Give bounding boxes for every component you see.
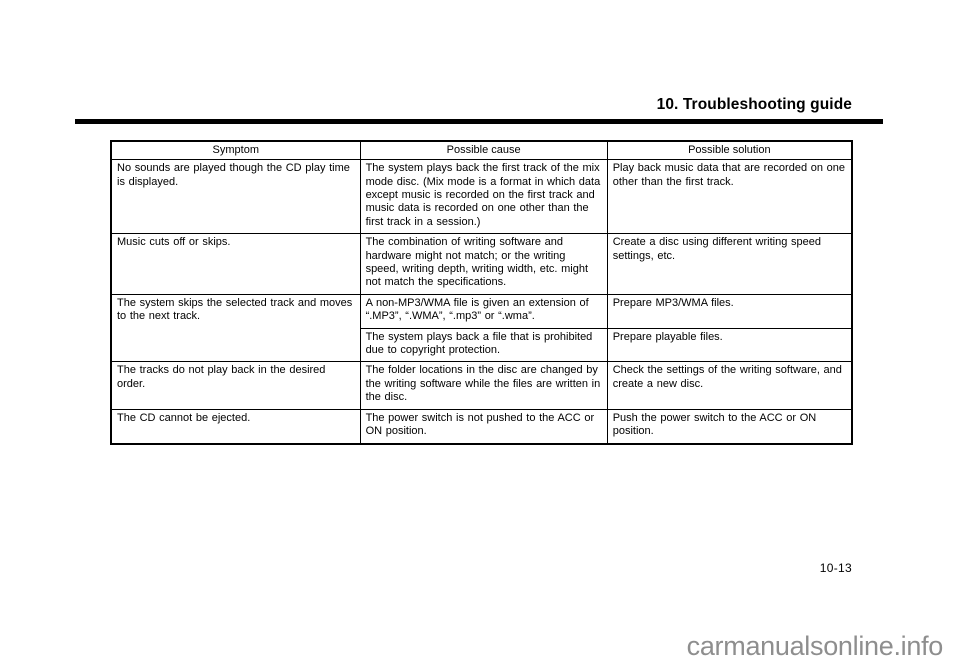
troubleshooting-table-body [111,160,852,444]
symptom-cell: The system skips the selected track and moves to the next track. [111,294,360,362]
possible-cause-cell: The system plays back the first track of the mix mode disc. (Mix mode is a format in which data except music is recorded on the first track and music data is recorded on one other than the first track in a session.) [360,160,607,234]
table-row [111,294,852,328]
table-row [111,362,852,409]
watermark-text: carmanualsonline.info [686,631,943,661]
symptom-cell: The tracks do not play back in the desired order. [111,362,360,409]
symptom-cell: Music cuts off or skips. [111,234,360,295]
troubleshooting-table [110,140,853,445]
possible-solution-cell: Create a disc using different writing speed settings, etc. [607,234,852,295]
possible-cause-cell: The combination of writing software and hardware might not match; or the writing speed, writing depth, writing width, etc. might not match the specifications. [360,234,607,295]
possible-cause-cell: A non-MP3/WMA file is given an extension of “.MP3”, “.WMA”, “.mp3” or “.wma”. [360,294,607,328]
table-row [111,160,852,234]
page-number: 10-13 [819,561,852,575]
possible-cause-cell: The power switch is not pushed to the ACC or ON position. [360,409,607,443]
table-row [111,234,852,295]
column-header-possible-solution: Possible solution [607,141,852,160]
possible-solution-cell: Prepare MP3/WMA files. [607,294,852,328]
table-header-row [111,141,852,160]
section-rule-divider [75,119,883,124]
table-row [111,409,852,443]
possible-solution-cell: Check the settings of the writing software, and create a new disc. [607,362,852,409]
possible-solution-cell: Play back music data that are recorded on one other than the first track. [607,160,852,234]
possible-cause-cell: The folder locations in the disc are changed by the writing software while the files are written in the disc. [360,362,607,409]
symptom-cell: The CD cannot be ejected. [111,409,360,443]
symptom-cell: No sounds are played though the CD play time is displayed. [111,160,360,234]
section-title: 10. Troubleshooting guide [656,96,852,113]
column-header-possible-cause: Possible cause [360,141,607,160]
possible-solution-cell: Prepare playable files. [607,328,852,362]
column-header-symptom: Symptom [111,141,360,160]
possible-cause-cell: The system plays back a file that is prohibited due to copyright protection. [360,328,607,362]
possible-solution-cell: Push the power switch to the ACC or ON position. [607,409,852,443]
